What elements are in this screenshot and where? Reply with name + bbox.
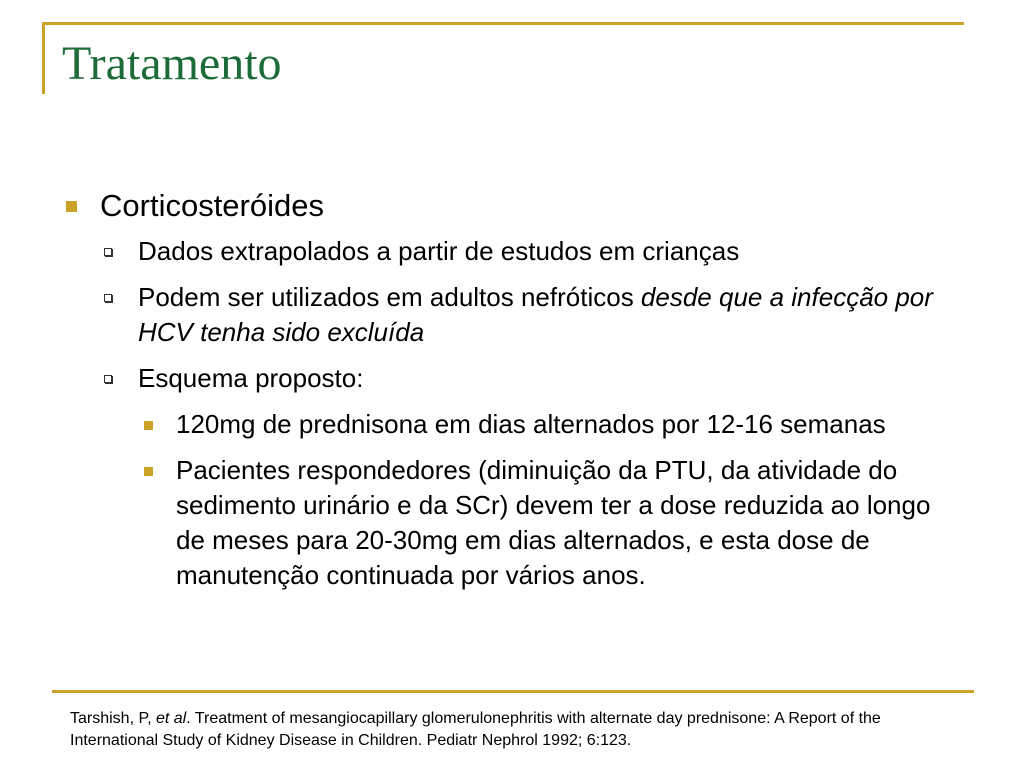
bullet-text: Corticosteróides — [100, 188, 324, 223]
frame-top-line — [42, 22, 964, 25]
frame-left-line — [42, 22, 45, 94]
footer-divider — [52, 690, 974, 693]
bullet-text: 120mg de prednisona em dias alternados por 12-16 semanas — [176, 409, 886, 439]
bullet-level2 — [100, 234, 962, 269]
reference-author: Tarshish, P, — [70, 710, 156, 727]
bullet-text: Esquema proposto: — [138, 363, 364, 393]
hollow-square-bullet-icon — [104, 375, 112, 383]
bullet-text-italic: desde que a infecção por HCV tenha sido excluída — [138, 282, 933, 347]
slide-content — [62, 186, 962, 604]
reference-text: . Treatment of mesangiocapillary glomerulonephritis with alternate day prednisone: A Report of the International Study of Kidney Disease in Children. Pediatr Nephrol 1992; 6:123. — [70, 710, 881, 749]
bullet-level2 — [100, 280, 962, 350]
bullet-text: Podem ser utilizados em adultos nefróticos — [138, 282, 641, 312]
square-bullet-icon — [144, 467, 153, 476]
square-bullet-icon — [144, 421, 153, 430]
bullet-level3 — [138, 453, 962, 593]
bullet-level2 — [100, 361, 962, 396]
bullet-text: Dados extrapolados a partir de estudos em crianças — [138, 236, 740, 266]
hollow-square-bullet-icon — [104, 248, 112, 256]
bullet-level1 — [62, 186, 962, 226]
square-bullet-icon — [66, 201, 77, 212]
hollow-square-bullet-icon — [104, 294, 112, 302]
bullet-text: Pacientes respondedores (diminuição da PTU, da atividade do sedimento urinário e da SCr) devem ter a dose reduzida ao longo de meses para 20-30mg em dias alternados, e esta dose de manutenção continuada por vários anos. — [176, 455, 931, 590]
bullet-level3 — [138, 407, 962, 442]
reference-citation — [70, 708, 970, 752]
reference-etal: et al — [155, 710, 187, 727]
slide-title: Tratamento — [62, 37, 282, 90]
